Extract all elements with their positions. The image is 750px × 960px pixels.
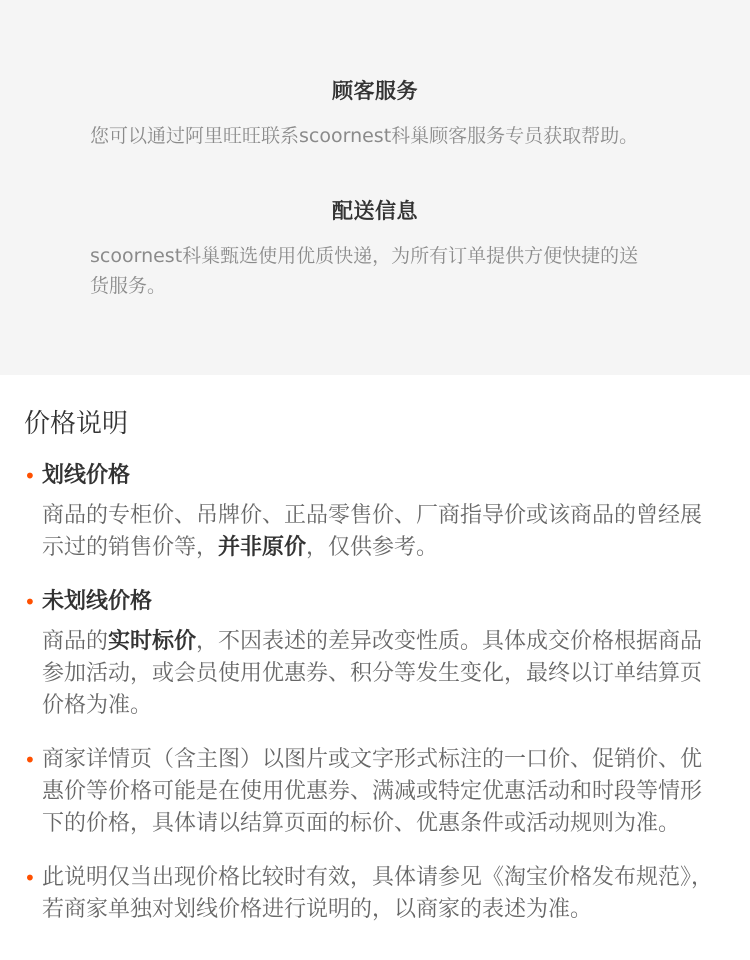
price-compare-text: 此说明仅当出现价格比较时有效，具体请参见《淘宝价格发布规范》，若商家单独对划线价格进行说明的，以商家的表述为准。 [42, 865, 714, 922]
bullet-dot: • [24, 866, 36, 890]
crossed-price-title: 划线价格 [42, 463, 131, 488]
crossed-price-item [24, 460, 714, 564]
uncrossed-price-item [24, 586, 714, 722]
delivery-info-title: 配送信息 [332, 199, 418, 223]
store-info-panel [0, 0, 750, 375]
price-compare-item [24, 862, 714, 926]
price-notes-heading: 价格说明 [24, 409, 129, 439]
uncrossed-price-title: 未划线价格 [42, 589, 153, 614]
uncrossed-price-emphasis: 实时标价 [108, 629, 197, 654]
uncrossed-price-text: 商品的实时标价，不因表述的差异改变性质。具体成交价格根据商品参加活动，或会员使用优惠券、积分等发生变化，最终以订单结算页价格为准。 [42, 629, 703, 718]
crossed-price-emphasis: 并非原价 [218, 535, 307, 560]
customer-service-block [0, 75, 750, 151]
customer-service-title: 顾客服务 [332, 79, 418, 103]
crossed-price-text: 商品的专柜价、吊牌价、正品零售价、厂商指导价或该商品的曾经展示过的销售价等，并非原价，仅供参考。 [42, 503, 703, 560]
bullet-dot: • [24, 590, 36, 614]
detail-page-price-item [24, 744, 714, 840]
bullet-dot: • [24, 748, 36, 772]
detail-page-price-text: 商家详情页（含主图）以图片或文字形式标注的一口价、促销价、优惠价等价格可能是在使用优惠券、满减或特定优惠活动和时段等情形下的价格，具体请以结算页面的标价、优惠条件或活动规则为准。 [42, 747, 703, 836]
delivery-info-text: scoornest科巢甄选使用优质快递，为所有订单提供方便快捷的送货服务。 [90, 245, 639, 297]
delivery-info-block [0, 195, 750, 301]
price-notes-section [0, 375, 750, 926]
bullet-dot: • [24, 464, 36, 488]
customer-service-text: 您可以通过阿里旺旺联系scoornest科巢顾客服务专员获取帮助。 [90, 125, 639, 147]
